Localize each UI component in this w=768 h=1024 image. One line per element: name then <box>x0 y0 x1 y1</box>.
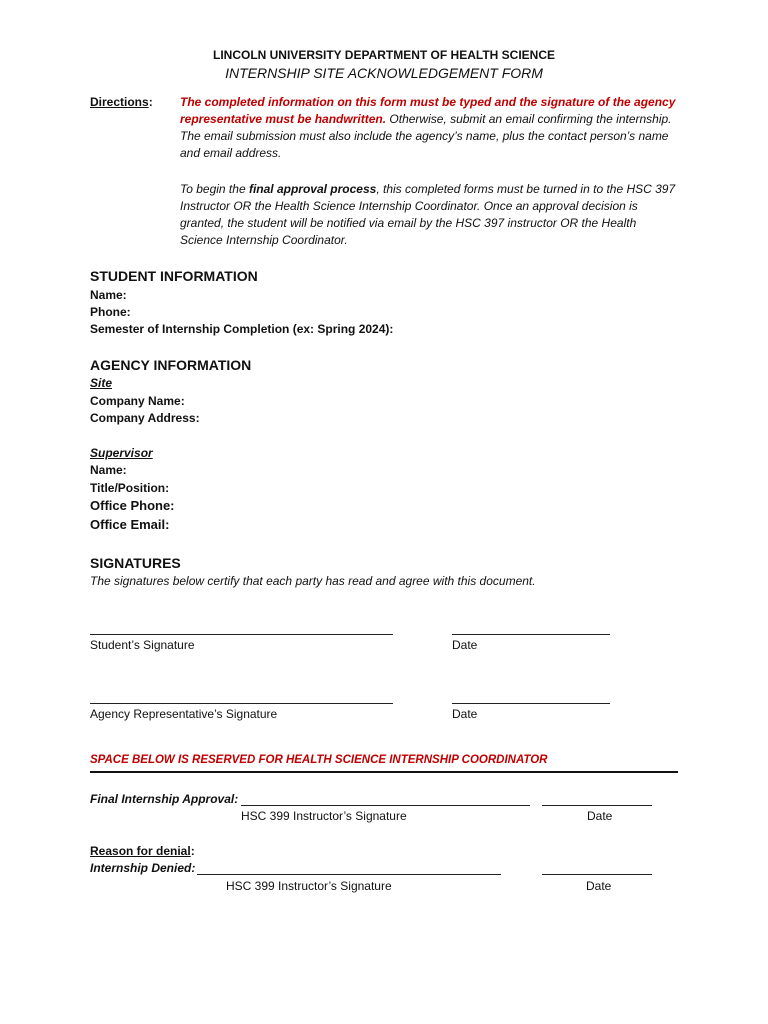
directions-p2-start: To begin the <box>180 182 249 196</box>
supervisor-name-label: Name: <box>90 463 127 477</box>
student-date-line[interactable] <box>452 634 610 635</box>
reason-for-denial-label <box>90 844 195 858</box>
denied-signature-line[interactable] <box>197 874 501 875</box>
final-approval-signature-caption: HSC 399 Instructor’s Signature <box>241 809 407 823</box>
site-subheading: Site <box>90 376 113 390</box>
form-title: INTERNSHIP SITE ACKNOWLEDGEMENT FORM <box>225 65 543 81</box>
student-section-heading: STUDENT INFORMATION <box>90 268 258 284</box>
supervisor-subheading: Supervisor <box>90 446 153 460</box>
agency-signature-line[interactable] <box>90 703 393 704</box>
supervisor-title-label: Title/Position: <box>90 481 170 495</box>
denied-signature-caption: HSC 399 Instructor’s Signature <box>226 879 392 893</box>
reason-for-denial-text: Reason for denial <box>90 844 191 858</box>
directions-colon: : <box>148 95 153 109</box>
directions-red-text: The completed information on this form must be typed and the signature of the agency representative must be handwritten. <box>180 95 676 126</box>
company-address-label: Company Address: <box>90 411 200 425</box>
student-signature-caption: Student’s Signature <box>90 638 195 652</box>
office-email-label: Office Email: <box>90 517 170 532</box>
semester-label: Semester of Internship Completion (ex: Spring 2024): <box>90 322 394 336</box>
student-name-label: Name: <box>90 288 127 302</box>
student-date-caption: Date <box>452 638 478 652</box>
reserved-divider <box>90 771 678 773</box>
directions-p2-end: , this completed forms must be turned in to the HSC 397 Instructor OR the Health Science Internship Coordinator. Once an approval decision is granted, the student will be notified via email by the HSC 397 instructor OR the Health Science Internship Coordinator. <box>180 182 676 247</box>
final-approval-signature-line[interactable] <box>241 805 530 806</box>
company-name-label: Company Name: <box>90 394 185 408</box>
internship-denied-label: Internship Denied: <box>90 861 196 875</box>
denied-date-line[interactable] <box>542 874 652 875</box>
university-header: LINCOLN UNIVERSITY DEPARTMENT OF HEALTH SCIENCE <box>212 48 555 62</box>
student-phone-label: Phone: <box>90 305 131 319</box>
agency-date-line[interactable] <box>452 703 610 704</box>
agency-date-caption: Date <box>452 707 478 721</box>
signatures-note: The signatures below certify that each party has read and agree with this document. <box>90 574 536 588</box>
final-approval-date-caption: Date <box>587 809 613 823</box>
reason-colon: : <box>190 844 195 858</box>
agency-section-heading: AGENCY INFORMATION <box>90 357 252 373</box>
agency-signature-caption: Agency Representative’s Signature <box>90 707 278 721</box>
directions-rest-text: Otherwise, submit an email confirming the internship. The email submission must also include the agency’s name, plus the contact person’s name and email address. <box>180 112 672 160</box>
directions-paragraph-1 <box>180 94 680 162</box>
reserved-space-notice: SPACE BELOW IS RESERVED FOR HEALTH SCIENCE INTERNSHIP COORDINATOR <box>90 754 548 766</box>
office-phone-label: Office Phone: <box>90 498 175 513</box>
directions-label <box>90 95 153 109</box>
directions-p2-bold: final approval process <box>248 182 377 196</box>
denied-date-caption: Date <box>586 879 612 893</box>
final-approval-date-line[interactable] <box>542 805 652 806</box>
final-approval-label: Final Internship Approval: <box>90 792 239 806</box>
directions-label-text: Directions <box>90 95 149 109</box>
signatures-section-heading: SIGNATURES <box>90 555 181 571</box>
directions-paragraph-2 <box>180 181 680 249</box>
student-signature-line[interactable] <box>90 634 393 635</box>
